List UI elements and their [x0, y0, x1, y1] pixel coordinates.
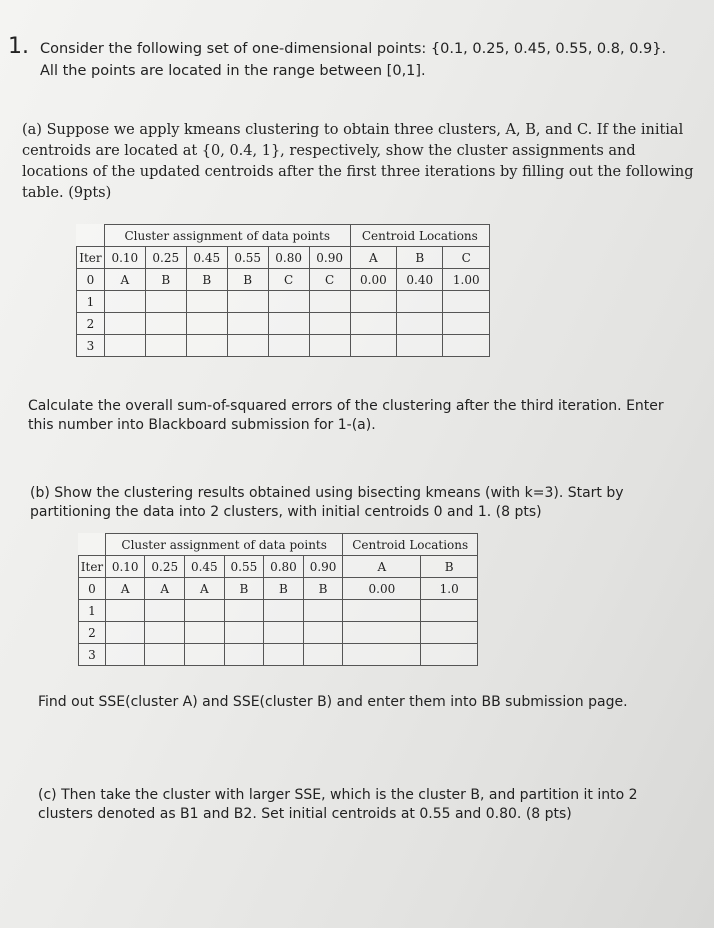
centroid-cell: 0.00 — [343, 578, 421, 600]
question-text: Consider the following set of one-dimensional points: {0.1, 0.25, 0.45, 0.55, 0.8, 0.9}. All the points are located in the range between [0,1]. — [40, 41, 667, 79]
assign-cell: B — [227, 269, 268, 291]
assign-cell — [186, 335, 227, 357]
assign-cell — [309, 313, 350, 335]
point-header: 0.55 — [227, 247, 268, 269]
assign-cell: C — [268, 269, 309, 291]
cluster-header: C — [443, 247, 490, 269]
table-row — [77, 291, 490, 313]
cluster-header: A — [343, 556, 421, 578]
assign-cell — [268, 291, 309, 313]
assign-cell — [309, 291, 350, 313]
assign-cell — [227, 335, 268, 357]
part-b-table — [78, 533, 478, 666]
assign-cell — [303, 644, 343, 666]
blank-cell — [79, 534, 106, 556]
assign-cell — [186, 291, 227, 313]
centroid-cell — [443, 335, 490, 357]
iter-cell: 0 — [79, 578, 106, 600]
iter-cell: 1 — [77, 291, 105, 313]
centroid-cell — [443, 313, 490, 335]
centroid-cell — [421, 600, 478, 622]
assign-cell — [185, 622, 225, 644]
part-a-table — [76, 224, 490, 357]
assign-cell — [227, 291, 268, 313]
assign-cell: B — [186, 269, 227, 291]
centroid-cell — [421, 622, 478, 644]
assign-cell — [145, 644, 185, 666]
blank-cell — [77, 225, 105, 247]
assign-group-header: Cluster assignment of data points — [105, 534, 342, 556]
assign-cell — [264, 600, 304, 622]
point-header: 0.80 — [264, 556, 304, 578]
centroid-cell — [421, 644, 478, 666]
iter-header: Iter — [79, 556, 106, 578]
centroid-cell — [350, 335, 396, 357]
point-header: 0.55 — [224, 556, 264, 578]
iter-cell: 2 — [77, 313, 105, 335]
centroid-cell — [350, 291, 396, 313]
centroid-cell: 0.40 — [397, 269, 443, 291]
centroid-cell: 1.00 — [443, 269, 490, 291]
assign-cell — [145, 313, 186, 335]
assign-cell — [224, 644, 264, 666]
centroid-cell — [397, 313, 443, 335]
centroid-cell — [350, 313, 396, 335]
assign-cell: B — [303, 578, 343, 600]
assign-cell — [145, 622, 185, 644]
part-a-followup: Calculate the overall sum-of-squared errors of the clustering after the third iteration. Enter this number into Blackboard submission for 1-(a). — [28, 398, 664, 433]
assign-cell — [105, 644, 145, 666]
part-c-text: (c) Then take the cluster with larger SSE, which is the cluster B, and partition it into 2 clusters denoted as B1 and B2. Set initial centroids at 0.55 and 0.80. (8 pts) — [38, 787, 638, 822]
assign-cell: A — [145, 578, 185, 600]
point-header: 0.80 — [268, 247, 309, 269]
assign-cell — [268, 313, 309, 335]
assign-cell — [104, 313, 145, 335]
centroid-group-header: Centroid Locations — [343, 534, 478, 556]
centroid-cell: 1.0 — [421, 578, 478, 600]
iter-cell: 0 — [77, 269, 105, 291]
centroid-cell — [343, 644, 421, 666]
assign-cell — [145, 291, 186, 313]
assign-cell: A — [105, 578, 145, 600]
assign-cell: B — [264, 578, 304, 600]
assign-cell — [303, 600, 343, 622]
assign-cell — [145, 335, 186, 357]
assign-cell — [105, 600, 145, 622]
assign-cell — [104, 335, 145, 357]
table-row — [77, 269, 490, 291]
table-row — [77, 313, 490, 335]
cluster-header: B — [421, 556, 478, 578]
assign-cell: A — [104, 269, 145, 291]
assign-cell — [105, 622, 145, 644]
assign-cell — [268, 335, 309, 357]
assign-cell — [227, 313, 268, 335]
point-header: 0.25 — [145, 247, 186, 269]
centroid-cell — [397, 291, 443, 313]
part-b-text: (b) Show the clustering results obtained using bisecting kmeans (with k=3). Start by partitioning the data into 2 clusters, with initial centroids 0 and 1. (8 pts) — [30, 485, 624, 520]
point-header: 0.10 — [105, 556, 145, 578]
assign-cell — [303, 622, 343, 644]
point-header: 0.10 — [104, 247, 145, 269]
point-header: 0.90 — [309, 247, 350, 269]
centroid-cell — [443, 291, 490, 313]
table-row — [77, 335, 490, 357]
assign-cell: C — [309, 269, 350, 291]
assign-cell — [264, 644, 304, 666]
assign-cell — [186, 313, 227, 335]
point-header: 0.90 — [303, 556, 343, 578]
table-row — [79, 622, 478, 644]
centroid-cell — [343, 600, 421, 622]
iter-header: Iter — [77, 247, 105, 269]
point-header: 0.25 — [145, 556, 185, 578]
question-number: 1. — [8, 34, 29, 59]
assign-cell: A — [185, 578, 225, 600]
assign-cell — [309, 335, 350, 357]
centroid-group-header: Centroid Locations — [350, 225, 489, 247]
centroid-cell: 0.00 — [350, 269, 396, 291]
assign-cell — [185, 600, 225, 622]
table-row — [79, 644, 478, 666]
assign-cell — [264, 622, 304, 644]
cluster-header: A — [350, 247, 396, 269]
point-header: 0.45 — [186, 247, 227, 269]
part-b-followup: Find out SSE(cluster A) and SSE(cluster B) and enter them into BB submission page. — [38, 694, 628, 710]
assign-cell — [104, 291, 145, 313]
centroid-cell — [397, 335, 443, 357]
assign-cell: B — [145, 269, 186, 291]
iter-cell: 3 — [77, 335, 105, 357]
assign-cell — [145, 600, 185, 622]
table-row — [79, 578, 478, 600]
assign-group-header: Cluster assignment of data points — [104, 225, 350, 247]
iter-cell: 3 — [79, 644, 106, 666]
assign-cell — [224, 622, 264, 644]
assign-cell: B — [224, 578, 264, 600]
point-header: 0.45 — [185, 556, 225, 578]
iter-cell: 2 — [79, 622, 106, 644]
iter-cell: 1 — [79, 600, 106, 622]
cluster-header: B — [397, 247, 443, 269]
centroid-cell — [343, 622, 421, 644]
assign-cell — [224, 600, 264, 622]
assign-cell — [185, 644, 225, 666]
part-a-text: (a) Suppose we apply kmeans clustering to obtain three clusters, A, B, and C. If the initial centroids are located at {0, 0.4, 1}, respectively, show the cluster assignments and locations of the updated centroids after the first three iterations by filling out the following table. (9pts) — [22, 122, 694, 201]
table-row — [79, 600, 478, 622]
